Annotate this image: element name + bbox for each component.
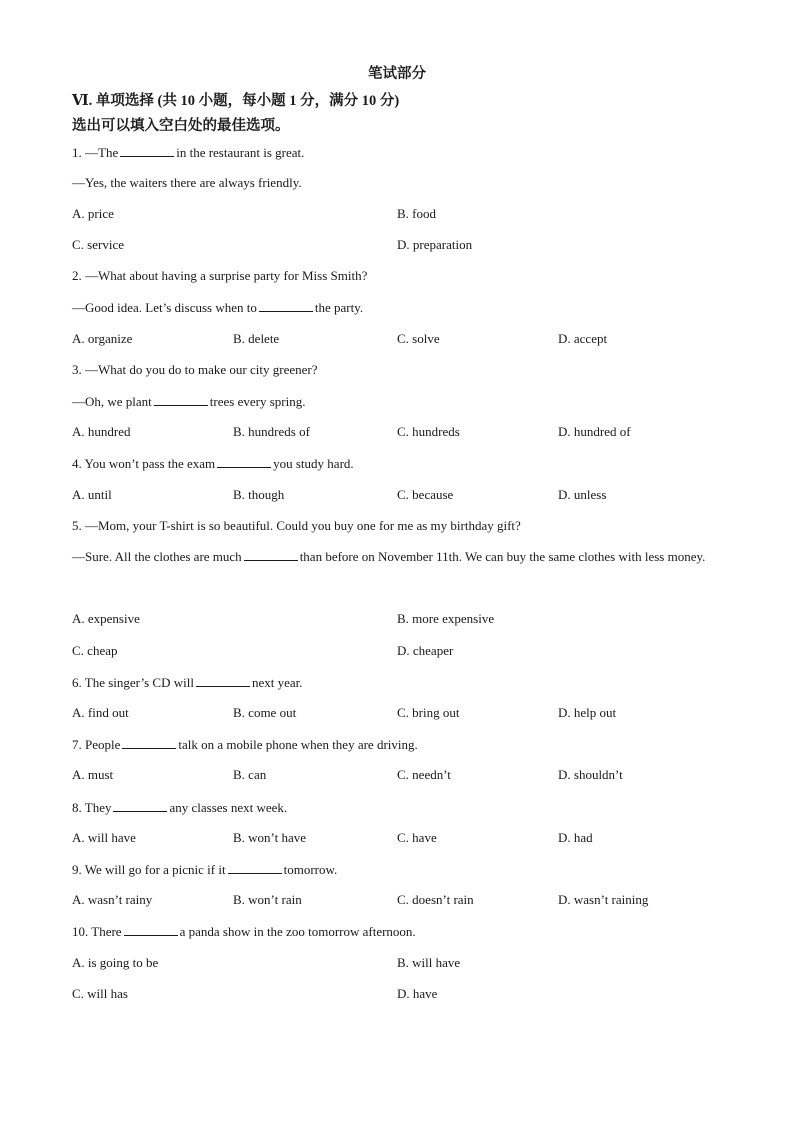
question-4-option-b[interactable]: B. though xyxy=(233,487,285,502)
question-6-stem: 6. The singer’s CD will next year. xyxy=(72,675,303,690)
question-1-option-a[interactable]: A. price xyxy=(72,206,114,221)
page-title: 笔试部分 xyxy=(368,66,426,82)
question-2-stem: 2. —What about having a surprise party for Miss Smith? xyxy=(72,268,368,283)
question-3-option-d[interactable]: D. hundred of xyxy=(558,424,631,439)
question-2-option-a[interactable]: A. organize xyxy=(72,331,133,346)
question-6-option-b[interactable]: B. come out xyxy=(233,705,297,720)
question-9-option-d[interactable]: D. wasn’t raining xyxy=(558,892,649,907)
question-5-stem: 5. —Mom, your T-shirt is so beautiful. Could you buy one for me as my birthday gift? xyxy=(72,518,521,533)
answer-blank xyxy=(259,299,313,312)
question-9-option-c[interactable]: C. doesn’t rain xyxy=(397,892,474,907)
answer-blank xyxy=(120,144,174,157)
question-7-option-d[interactable]: D. shouldn’t xyxy=(558,767,623,782)
question-10-stem: 10. There a panda show in the zoo tomorrow afternoon. xyxy=(72,924,416,939)
question-8-option-b[interactable]: B. won’t have xyxy=(233,830,307,845)
question-1-option-d[interactable]: D. preparation xyxy=(397,237,473,252)
question-1-reply: —Yes, the waiters there are always friendly. xyxy=(72,175,302,190)
question-3-option-b[interactable]: B. hundreds of xyxy=(233,424,310,439)
answer-blank xyxy=(244,548,298,561)
question-7-option-c[interactable]: C. needn’t xyxy=(397,767,451,782)
question-3-option-c[interactable]: C. hundreds xyxy=(397,424,460,439)
question-5-option-a[interactable]: A. expensive xyxy=(72,611,140,626)
question-6-option-d[interactable]: D. help out xyxy=(558,705,617,720)
question-4-option-c[interactable]: C. because xyxy=(397,487,454,502)
question-7-option-b[interactable]: B. can xyxy=(233,767,267,782)
answer-blank xyxy=(196,674,250,687)
question-5-option-c[interactable]: C. cheap xyxy=(72,643,118,658)
answer-blank xyxy=(154,393,208,406)
question-7-stem: 7. People talk on a mobile phone when they are driving. xyxy=(72,737,418,752)
question-4-stem: 4. You won’t pass the exam you study hard. xyxy=(72,456,354,471)
question-2-option-b[interactable]: B. delete xyxy=(233,331,280,346)
question-3-option-a[interactable]: A. hundred xyxy=(72,424,131,439)
question-6-option-a[interactable]: A. find out xyxy=(72,705,129,720)
question-6-option-c[interactable]: C. bring out xyxy=(397,705,460,720)
question-3-reply: —Oh, we plant trees every spring. xyxy=(72,394,306,409)
answer-blank xyxy=(228,861,282,874)
question-5-reply: —Sure. All the clothes are much than before on November 11th. We can buy the same clothes with less money. xyxy=(72,549,706,564)
question-1-stem: 1. —The in the restaurant is great. xyxy=(72,145,305,160)
question-3-stem: 3. —What do you do to make our city greener? xyxy=(72,362,318,377)
question-5-option-d[interactable]: D. cheaper xyxy=(397,643,454,658)
section-instruction: 选出可以填入空白处的最佳选项。 xyxy=(72,118,290,134)
answer-blank xyxy=(122,736,176,749)
question-9-option-a[interactable]: A. wasn’t rainy xyxy=(72,892,153,907)
question-10-option-d[interactable]: D. have xyxy=(397,986,438,1001)
question-2-option-c[interactable]: C. solve xyxy=(397,331,440,346)
question-5-option-b[interactable]: B. more expensive xyxy=(397,611,495,626)
question-10-option-a[interactable]: A. is going to be xyxy=(72,955,159,970)
question-2-option-d[interactable]: D. accept xyxy=(558,331,608,346)
answer-blank xyxy=(113,799,167,812)
answer-blank xyxy=(217,455,271,468)
question-4-option-d[interactable]: D. unless xyxy=(558,487,607,502)
question-10-option-c[interactable]: C. will has xyxy=(72,986,128,1001)
question-10-option-b[interactable]: B. will have xyxy=(397,955,461,970)
answer-blank xyxy=(124,923,178,936)
question-8-stem: 8. They any classes next week. xyxy=(72,800,288,815)
question-1-option-b[interactable]: B. food xyxy=(397,206,436,221)
question-8-option-c[interactable]: C. have xyxy=(397,830,437,845)
question-1-option-c[interactable]: C. service xyxy=(72,237,124,252)
question-2-reply: —Good idea. Let’s discuss when to the party. xyxy=(72,300,364,315)
question-7-option-a[interactable]: A. must xyxy=(72,767,114,782)
question-8-option-d[interactable]: D. had xyxy=(558,830,593,845)
question-9-option-b[interactable]: B. won’t rain xyxy=(233,892,302,907)
question-4-option-a[interactable]: A. until xyxy=(72,487,112,502)
section-heading: Ⅵ. 单项选择 (共 10 小题，每小题 1 分，满分 10 分) xyxy=(72,93,400,109)
question-9-stem: 9. We will go for a picnic if it tomorrow. xyxy=(72,862,338,877)
question-8-option-a[interactable]: A. will have xyxy=(72,830,136,845)
